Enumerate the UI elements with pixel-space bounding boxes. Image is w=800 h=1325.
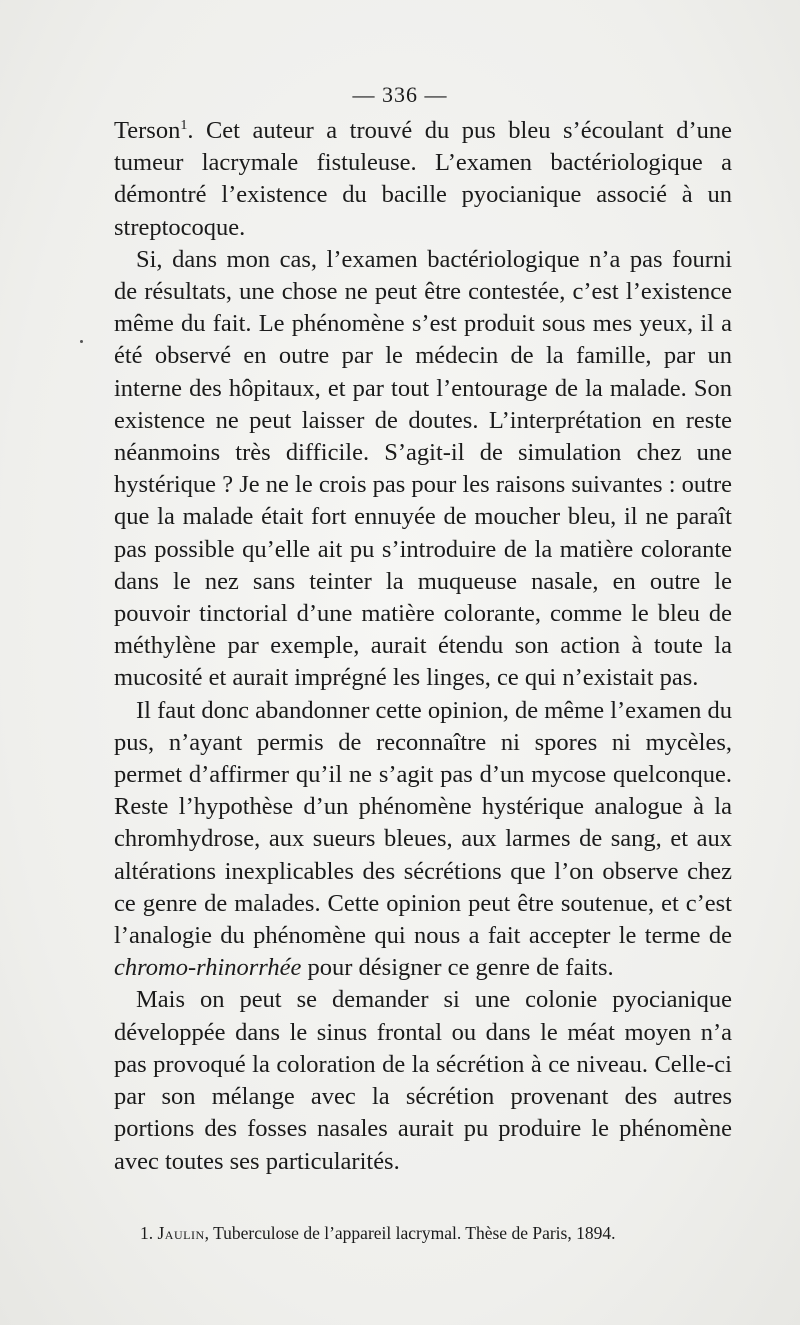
footnote-author: Jaulin [157,1223,205,1243]
paragraph-1 [114,115,732,244]
paragraph-2: Si, dans mon cas, l’examen bactériologique n’a pas fourni de résultats, une chose ne peut être contestée, c’est l’existence même du fait. Le phénomène s’est produit sous mes yeux, il a été observé en outre par le médecin de la famille, par un interne des hôpitaux, et par tout l’entourage de la malade. Son existence ne peut laisser de doutes. L’interprétation en reste néanmoins très difficile. S’agit-il de simulation chez une hystérique ? Je ne le crois pas pour les raisons suivantes : outre que la malade était fort ennuyée de moucher bleu, il ne paraît pas possible qu’elle ait pu s’introduire de la matière colorante dans le nez sans teinter la muqueuse nasale, en outre le pouvoir tinctorial d’une matière colorante, comme le bleu de méthylène par exemple, aurait étendu son action à toute la mucosité et aurait imprégné les linges, ce qui n’existait pas. [114,245,732,692]
paragraph-1-start: Terson [114,117,181,144]
footnote [140,1222,740,1244]
main-text [114,115,732,1178]
italic-term: chromo-rhinorrhée [114,954,302,982]
paragraph-3 [114,695,732,985]
paragraph-1-rest: . Cet auteur a trouvé du pus bleu s’écoulant d’une tumeur lacrymale fistuleuse. L’examen bactériologique a démontré l’existence du bacille pyocianique associé à un streptocoque. [114,117,732,241]
footnote-marker: 1. [140,1223,154,1243]
paragraph-4: Mais on peut se demander si une colonie pyocianique développée dans le sinus frontal ou dans le méat moyen n’a pas provoqué la coloration de la sécrétion à ce niveau. Celle-ci par son mélange avec la sécrétion provenant des autres portions des fosses nasales aurait pu produire le phénomène avec toutes ses particularités. [114,986,732,1175]
page-number: — 336 — [352,82,448,107]
paragraph-3-before-italic: Il faut donc abandonner cette opinion, de même l’examen du pus, n’ayant permis de reconnaître ni spores ni mycèles, permet d’affirmer qu’il ne s’agit pas d’un mycose quelconque. Reste l’hypothèse d’un phénomène hystérique analogue à la chromhydrose, aux sueurs bleues, aux larmes de sang, et aux altérations inexplicables des sécrétions que l’on observe chez ce genre de malades. Cette opinion peut être soutenue, et c’est l’analogie du phénomène qui nous a fait accepter le terme de [114,696,732,950]
paragraph-3-after-italic: pour désigner ce genre de faits. [301,954,614,982]
footnote-reference: 1 [180,117,188,133]
ink-speck [80,340,83,343]
footnote-text: , Tuberculose de l’appareil lacrymal. Thèse de Paris, 1894. [204,1223,616,1243]
